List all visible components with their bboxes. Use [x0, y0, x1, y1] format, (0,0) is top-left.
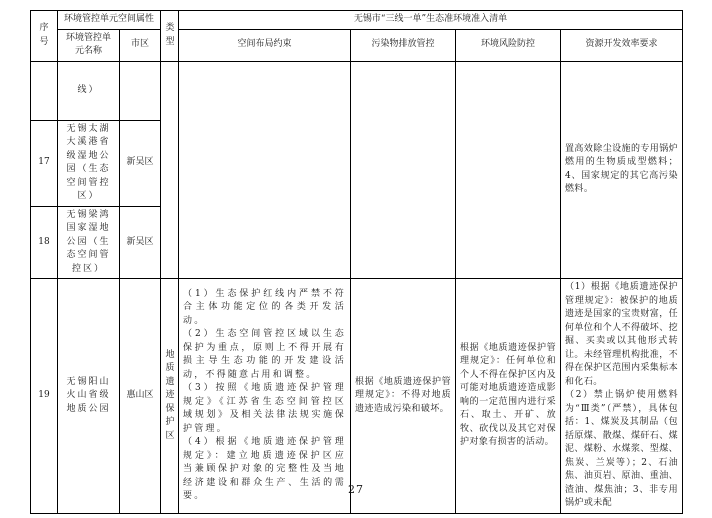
page-number: 27 [348, 483, 364, 496]
header-type-label: 类型 [165, 23, 175, 47]
row-18-name: 无锡梁鸿国家湿地公园（生态空间管控区） [58, 206, 120, 279]
resource-paragraph: （1）根据《地质遗迹保护管理规定》：被保护的地质遗迹是国家的宝贵财富，任何单位和个人不得破坏、挖掘、买卖或以其他形式转让。未经管理机构批准，不得在保护区范围内采集标本和化石。 [565, 282, 679, 387]
spatial-layout-paragraph: （2）生态空间管控区域以生态保护为重点，原则上不得开展有损主导生态功能的开发建设活动，不得随意占用和调整。 [183, 329, 347, 380]
header-district: 市区 [120, 29, 161, 61]
spatial-layout-paragraph: （4）根据《地质遗迹保护管理规定》：建立地质遗迹保护区应当兼顾保护对象的完整性及当地经济建设和群众生产、生活的需要。 [183, 437, 347, 502]
row-19-serial: 19 [31, 279, 58, 514]
row-17-district: 新吴区 [120, 120, 161, 206]
row-19-risk-control [456, 279, 561, 514]
spatial-layout-paragraph: （3）按照《地质遗迹保护管理规定》《江苏省生态空间管控区域规划》及相关法律法规实施保护管理。 [183, 383, 347, 434]
row-17-serial: 17 [31, 120, 58, 206]
row-18-district: 新吴区 [120, 206, 161, 279]
resource-continuation-paragraph: 置高效除尘设施的专用锅炉燃用的生物质成型燃料；4、国家规定的其它高污染燃料。 [565, 143, 679, 195]
risk-merged-cell [456, 61, 561, 279]
row-18-serial: 18 [31, 206, 58, 279]
row-cont-district [120, 61, 161, 120]
access-list-table [30, 10, 683, 514]
header-resource-efficiency: 资源开发效率要求 [561, 29, 683, 61]
header-risk-control: 环境风险防控 [456, 29, 561, 61]
row-cont-serial [31, 61, 58, 120]
row-17-name: 无锡太湖大溪港省级湿地公园（生态空间管控区） [58, 120, 120, 206]
spatial-layout-merged-cell [179, 61, 351, 279]
type-merged-cell [161, 61, 179, 279]
row-19-type [161, 279, 179, 514]
spatial-layout-paragraph: （1）生态保护红线内严禁不符合主体功能定位的各类开发活动。 [183, 288, 347, 326]
resource-paragraph: （2）禁止锅炉使用燃料为“Ⅲ类”（严禁），具体包括：1、煤炭及其制品（包括原煤、散煤、煤矸石、煤泥、煤粉、水煤浆、型煤、焦炭、兰炭等）；2、石油焦、油页岩、原油、重油、渣油、煤焦油；3、非专用锅炉或未配 [565, 390, 679, 508]
header-access-list-title: 无锡市“三线一单”生态准环境准入清单 [179, 11, 683, 30]
pollutant-paragraph: 根据《地质遗迹保护管理规定》：不得对地质遗迹造成污染和破坏。 [355, 376, 452, 414]
resource-continuation-cell [561, 61, 683, 279]
header-spatial-layout: 空间布局约束 [179, 29, 351, 61]
pollutant-merged-cell [351, 61, 456, 279]
row-19-type-label: 地质遗迹保护区 [165, 349, 175, 441]
row-19-resource-efficiency [561, 279, 683, 514]
risk-paragraph: 根据《地质遗迹保护管理规定》：任何单位和个人不得在保护区内及可能对地质遗迹造成影响的一定范围内进行采石、取土、开矿、放牧、砍伐以及其它对保护对象有损害的活动。 [460, 342, 557, 448]
row-19-district: 惠山区 [120, 279, 161, 514]
header-pollutant-control: 污染物排放管控 [351, 29, 456, 61]
row-19-spatial-layout [179, 279, 351, 514]
header-unit-name: 环境管控单元名称 [58, 29, 120, 61]
row-19-name: 无锡阳山火山省级地质公园 [58, 279, 120, 514]
row-19-pollutant-control [351, 279, 456, 514]
header-spatial-attr-group: 环境管控单元空间属性 [58, 11, 161, 30]
header-serial [31, 11, 58, 62]
header-serial-label: 序号 [39, 23, 49, 47]
row-cont-name: 线） [58, 61, 120, 120]
header-type [161, 11, 179, 62]
